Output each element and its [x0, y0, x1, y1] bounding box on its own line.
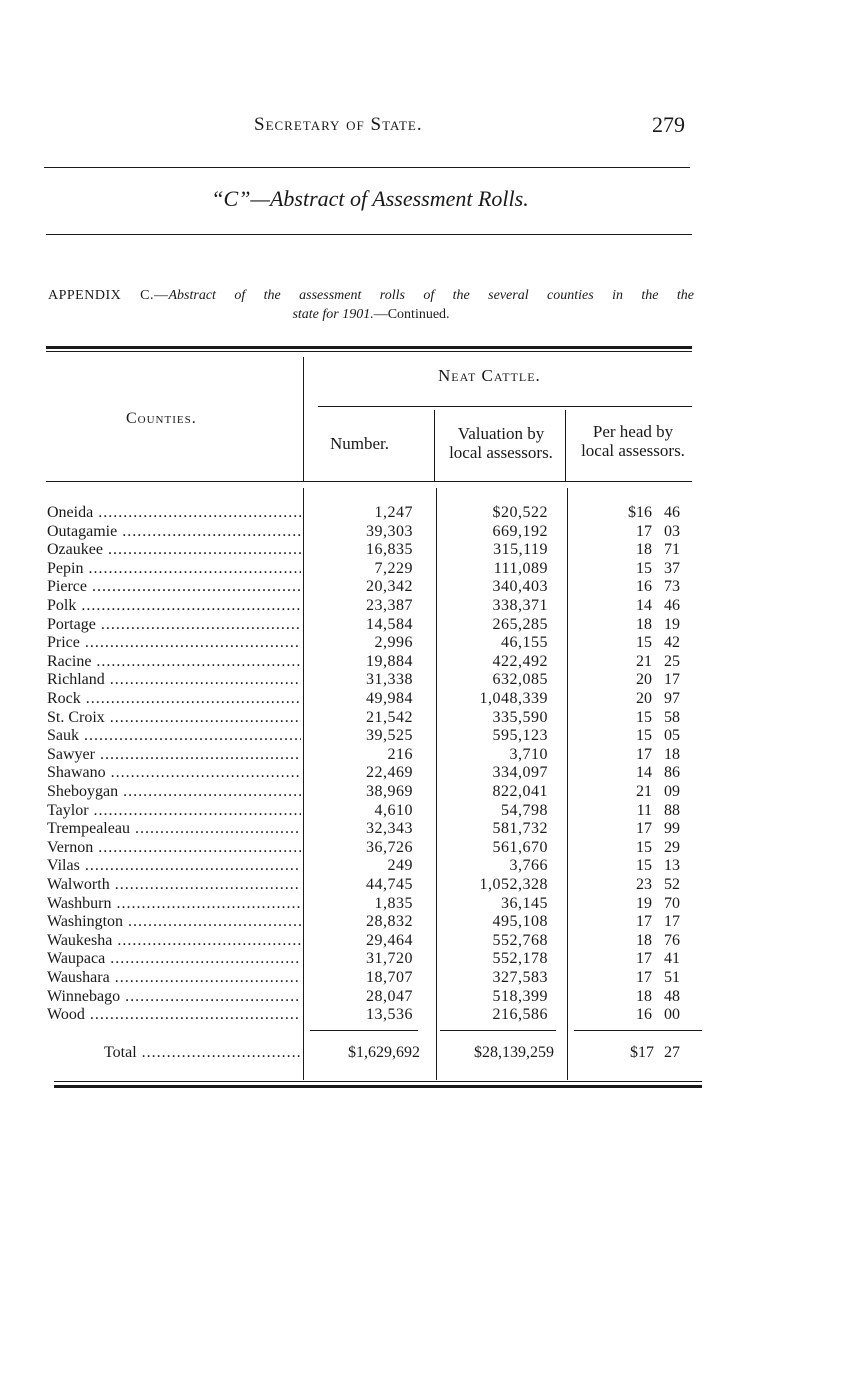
section-title: “C”—Abstract of Assessment Rolls. — [211, 186, 529, 211]
per-head-cents: 25 — [664, 652, 680, 670]
per-head-cents: 19 — [664, 615, 680, 633]
per-head-dollars: 20 — [636, 690, 652, 707]
cattle-number: 19,884 — [366, 652, 413, 670]
county-name: Price ..... — [47, 634, 301, 653]
per-head-dollars: 15 — [636, 727, 652, 745]
table-row — [0, 746, 844, 765]
cattle-number: 21,542 — [366, 708, 413, 726]
running-title: Secretary of State. — [254, 114, 423, 135]
table-row — [0, 709, 844, 728]
cattle-valuation: 338,371 — [492, 597, 548, 614]
total-per-head-dollars: $17 — [630, 1044, 654, 1061]
table-row — [0, 988, 844, 1007]
cattle-number: 4,610 — [374, 801, 413, 819]
per-head-dollars: $16 — [628, 504, 652, 521]
cattle-number: 13,536 — [366, 1006, 413, 1024]
caption-line-1: APPENDIX C.—Abstract of the assessment rolls of the several counties in the the — [48, 288, 694, 303]
column-divider-1 — [303, 357, 304, 481]
per-head-dollars: 15 — [636, 857, 652, 875]
cattle-number: 249 — [387, 857, 413, 875]
cattle-number: 31,338 — [366, 671, 413, 689]
cattle-valuation: 335,590 — [492, 708, 548, 726]
table-row — [0, 857, 844, 876]
cattle-number: 2,996 — [374, 634, 413, 652]
cattle-valuation: 561,670 — [492, 838, 548, 856]
per-head-cents: 29 — [664, 838, 680, 856]
table-row — [0, 895, 844, 914]
cattle-number: 20,342 — [366, 578, 413, 596]
cattle-valuation: 822,041 — [492, 783, 548, 800]
county-name: Wood ..... — [47, 1006, 301, 1025]
per-head-cents: 05 — [664, 727, 680, 745]
county-name: Pierce ..... — [47, 578, 301, 597]
per-head-dollars: 16 — [636, 578, 652, 596]
total-separator-2 — [440, 1030, 556, 1031]
cattle-valuation: 111,089 — [493, 559, 548, 577]
cattle-number: 7,229 — [374, 559, 413, 577]
cattle-number: 16,835 — [366, 541, 413, 559]
page-number: 279 — [652, 112, 685, 137]
per-head-cents: 51 — [664, 969, 680, 986]
cattle-number: 18,707 — [366, 969, 413, 986]
per-head-dollars: 18 — [636, 931, 652, 949]
cattle-number: 1,247 — [374, 504, 413, 521]
cattle-valuation: $20,522 — [492, 504, 548, 521]
per-head-cents: 73 — [664, 578, 680, 596]
cattle-valuation: 632,085 — [492, 671, 548, 689]
cattle-number: 1,835 — [374, 894, 413, 912]
number-column-header: Number. — [330, 434, 390, 453]
county-name: Sauk ..... — [47, 727, 301, 746]
per-head-dollars: 15 — [636, 634, 652, 652]
cattle-number: 38,969 — [366, 783, 413, 800]
county-name: Washburn ..... — [47, 895, 301, 914]
cattle-valuation: 495,108 — [492, 913, 548, 931]
county-name: Oneida ..... — [47, 504, 301, 523]
section-rule — [46, 234, 692, 235]
header-bottom-rule — [46, 481, 692, 482]
per-head-cents: 42 — [664, 634, 680, 652]
table-row — [0, 969, 844, 988]
per-head-dollars: 15 — [636, 838, 652, 856]
per-head-dollars: 15 — [636, 708, 652, 726]
cattle-valuation: 334,097 — [492, 764, 548, 782]
total-separator-1 — [310, 1030, 418, 1031]
table-row — [0, 913, 844, 932]
per-head-dollars: 21 — [636, 652, 652, 670]
per-head-cents: 46 — [664, 504, 680, 521]
cattle-number: 216 — [387, 745, 413, 763]
county-name: Shawano ..... — [47, 764, 301, 783]
per-head-cents: 37 — [664, 559, 680, 577]
cattle-valuation: 216,586 — [492, 1006, 548, 1024]
table-row — [0, 597, 844, 616]
cattle-number: 22,469 — [366, 764, 413, 782]
county-name: Sheboygan ..... — [47, 783, 301, 802]
cattle-valuation: 3,766 — [509, 857, 548, 875]
per-head-cents: 86 — [664, 764, 680, 782]
per-head-dollars: 18 — [636, 987, 652, 1005]
table-top-rule-thin — [46, 351, 692, 352]
cattle-valuation: 595,123 — [492, 727, 548, 745]
per-head-dollars: 14 — [636, 597, 652, 614]
per-head-dollars: 17 — [636, 745, 652, 763]
county-name: Sawyer ..... — [47, 746, 301, 765]
valuation-column-header: Valuation by local assessors. — [449, 424, 553, 462]
cattle-valuation: 265,285 — [492, 615, 548, 633]
county-name: Rock ..... — [47, 690, 301, 709]
cattle-valuation: 1,048,339 — [479, 690, 548, 707]
per-head-cents: 58 — [664, 708, 680, 726]
cattle-valuation: 422,492 — [492, 652, 548, 670]
county-name: Taylor ..... — [47, 802, 301, 821]
per-head-cents: 88 — [664, 801, 680, 819]
table-row — [0, 820, 844, 839]
county-name: Waukesha ..... — [47, 932, 301, 951]
per-head-dollars: 17 — [636, 820, 652, 838]
cattle-valuation: 581,732 — [492, 820, 548, 838]
cattle-number: 28,832 — [366, 913, 413, 931]
cattle-valuation: 54,798 — [501, 801, 548, 819]
per-head-dollars: 15 — [636, 559, 652, 577]
table-row — [0, 764, 844, 783]
per-head-cents: 03 — [664, 522, 680, 540]
cattle-valuation: 518,399 — [492, 987, 548, 1005]
county-name: Washington ..... — [47, 913, 301, 932]
county-name: Ozaukee ..... — [47, 541, 301, 560]
per-head-dollars: 23 — [636, 876, 652, 893]
county-name: Richland ..... — [47, 671, 301, 690]
cattle-valuation: 669,192 — [492, 522, 548, 540]
cattle-number: 36,726 — [366, 838, 413, 856]
table-top-rule-thick — [46, 346, 692, 349]
table-row — [0, 690, 844, 709]
table-row — [0, 932, 844, 951]
running-head — [0, 114, 844, 140]
table-row — [0, 634, 844, 653]
table-row — [0, 523, 844, 542]
table-row — [0, 727, 844, 746]
per-head-cents: 41 — [664, 950, 680, 968]
county-name: Trempealeau ..... — [47, 820, 301, 839]
per-head-dollars: 17 — [636, 522, 652, 540]
per-head-cents: 52 — [664, 876, 680, 893]
table-row — [0, 671, 844, 690]
county-name: Vernon ..... — [47, 839, 301, 858]
cattle-number: 44,745 — [366, 876, 413, 893]
county-name: Walworth ..... — [47, 876, 301, 895]
caption-continued: —Continued. — [373, 307, 450, 322]
county-name: Polk ..... — [47, 597, 301, 616]
per-head-dollars: 11 — [636, 801, 652, 819]
county-name: Waushara ..... — [47, 969, 301, 988]
per-head-cents: 48 — [664, 987, 680, 1005]
cattle-valuation: 340,403 — [492, 578, 548, 596]
table-row — [0, 950, 844, 969]
table-row — [0, 1006, 844, 1025]
cattle-valuation: 1,052,328 — [479, 876, 548, 893]
cattle-number: 31,720 — [366, 950, 413, 968]
per-head-cents: 18 — [664, 745, 680, 763]
table-bottom-rule-thin — [54, 1081, 702, 1082]
cattle-valuation: 315,119 — [493, 541, 548, 559]
county-name: Vilas ..... — [47, 857, 301, 876]
table-row — [0, 560, 844, 579]
column-divider-2 — [434, 410, 435, 481]
per-head-column-header: Per head by local assessors. — [581, 422, 685, 460]
per-head-dollars: 17 — [636, 969, 652, 986]
table-row — [0, 578, 844, 597]
cattle-valuation: 46,155 — [501, 634, 548, 652]
cattle-valuation: 327,583 — [492, 969, 548, 986]
neat-cattle-header: Neat Cattle. — [438, 366, 541, 385]
caption-year: state for 1901. — [292, 307, 374, 322]
cattle-number: 39,303 — [366, 522, 413, 540]
table-bottom-rule-thick — [54, 1085, 702, 1088]
total-per-head-cents: 27 — [664, 1044, 680, 1061]
per-head-dollars: 19 — [636, 894, 652, 912]
per-head-cents: 71 — [664, 541, 680, 559]
table-row — [0, 839, 844, 858]
group-header-rule — [318, 406, 692, 407]
total-number: $1,629,692 — [348, 1044, 420, 1061]
per-head-dollars: 18 — [636, 541, 652, 559]
per-head-cents: 17 — [664, 671, 680, 689]
column-divider-3 — [565, 410, 566, 481]
county-name: Portage ..... — [47, 616, 301, 635]
cattle-number: 32,343 — [366, 820, 413, 838]
county-name: St. Croix ..... — [47, 709, 301, 728]
per-head-cents: 17 — [664, 913, 680, 931]
per-head-dollars: 17 — [636, 913, 652, 931]
per-head-dollars: 16 — [636, 1006, 652, 1024]
cattle-number: 14,584 — [366, 615, 413, 633]
table-row — [0, 541, 844, 560]
per-head-cents: 70 — [664, 894, 680, 912]
per-head-dollars: 17 — [636, 950, 652, 968]
counties-header: Counties. — [126, 410, 197, 427]
per-head-cents: 00 — [664, 1006, 680, 1024]
county-name: Waupaca ..... — [47, 950, 301, 969]
total-valuation: $28,139,259 — [474, 1044, 554, 1061]
total-row — [0, 1042, 844, 1064]
cattle-valuation: 552,768 — [492, 931, 548, 949]
table-caption — [48, 286, 694, 324]
per-head-cents: 13 — [664, 857, 680, 875]
caption-italic: Abstract of the assessment rolls of the several counties in the — [168, 288, 659, 303]
per-head-cents: 99 — [664, 820, 680, 838]
table-row — [0, 783, 844, 802]
cattle-number: 39,525 — [366, 727, 413, 745]
county-name: Pepin ..... — [47, 560, 301, 579]
table-row — [0, 616, 844, 635]
per-head-cents: 46 — [664, 597, 680, 614]
per-head-cents: 09 — [664, 783, 680, 800]
table-row — [0, 653, 844, 672]
county-name: Winnebago ..... — [47, 988, 301, 1007]
cattle-number: 28,047 — [366, 987, 413, 1005]
cattle-number: 29,464 — [366, 931, 413, 949]
total-separator-3 — [574, 1030, 702, 1031]
per-head-dollars: 14 — [636, 764, 652, 782]
top-rule — [44, 167, 690, 168]
table-row — [0, 802, 844, 821]
cattle-valuation: 552,178 — [492, 950, 548, 968]
per-head-cents: 97 — [664, 690, 680, 707]
cattle-number: 49,984 — [366, 690, 413, 707]
cattle-valuation: 36,145 — [501, 894, 548, 912]
county-name: Outagamie ..... — [47, 523, 301, 542]
county-name: Racine ..... — [47, 653, 301, 672]
cattle-number: 23,387 — [366, 597, 413, 614]
caption-lead: APPENDIX C.— — [48, 288, 169, 303]
total-label: Total ..... — [104, 1042, 302, 1064]
table-row — [0, 876, 844, 895]
table-row — [0, 504, 844, 523]
cattle-valuation: 3,710 — [509, 745, 548, 763]
caption-line-2 — [48, 305, 694, 324]
per-head-dollars: 18 — [636, 615, 652, 633]
per-head-dollars: 20 — [636, 671, 652, 689]
per-head-cents: 76 — [664, 931, 680, 949]
per-head-dollars: 21 — [636, 783, 652, 800]
